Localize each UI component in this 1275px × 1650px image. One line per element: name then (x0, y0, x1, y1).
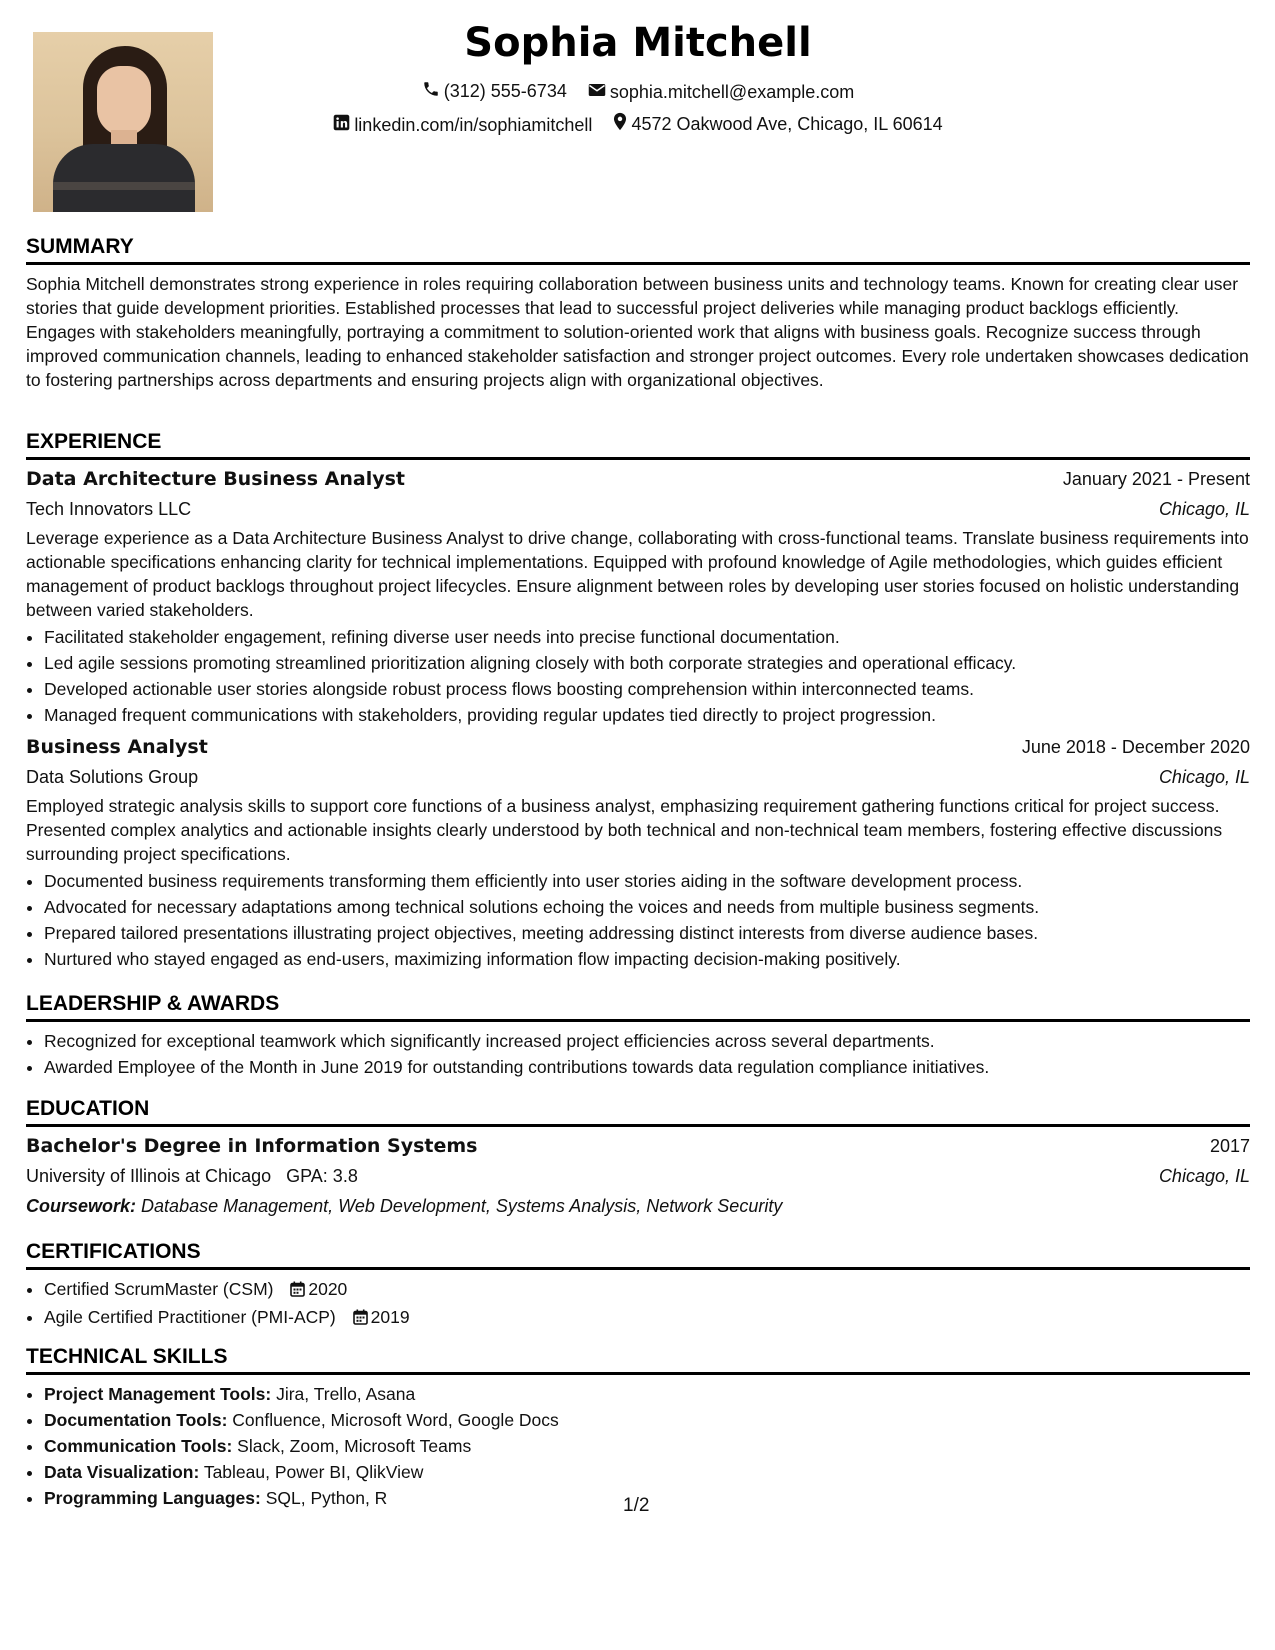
job-location: Chicago, IL (1158, 499, 1250, 519)
section-title: CERTIFICATIONS (26, 1240, 201, 1263)
skills-section (26, 1344, 1250, 1511)
skill-value: Jira, Trello, Asana (276, 1384, 416, 1404)
skills-list (26, 1381, 1250, 1511)
summary-text: Sophia Mitchell demonstrates strong experience in roles requiring collaboration between business units and technology teams. Known for creating clear user stories that guide development priorities. Established processes that lead to successful project deliveries while managing product backlogs efficiently. Engages with stakeholders meaningfully, portraying a commitment to solution-oriented work that aligns with business goals. Recognize success through improved communication channels, leading to enhanced stakeholder satisfaction and stronger project outcomes. Every role undertaken showcases dedication to fostering partnerships across departments and ensuring projects align with organizational objectives. (26, 274, 1249, 390)
summary-section (26, 234, 1250, 392)
list-item: • Awarded Employee of the Month in June 2019 for outstanding contributions towards data regulation compliance initiatives. (44, 1054, 1250, 1080)
graduation-year: 2017 (1209, 1136, 1250, 1156)
list-item: • Managed frequent communications with stakeholders, providing regular updates tied directly to project progression. (44, 702, 1250, 728)
contact-address (613, 112, 942, 136)
section-title: EXPERIENCE (26, 430, 162, 453)
coursework-list: Database Management, Web Development, Systems Analysis, Network Security (141, 1196, 783, 1216)
certifications-section (26, 1239, 1250, 1332)
candidate-name: Sophia Mitchell (464, 20, 812, 66)
job-dates: June 2018 - December 2020 (1021, 737, 1250, 757)
list-item (44, 1304, 1250, 1332)
skill-value: SQL, Python, R (265, 1488, 388, 1508)
skill-label: Communication Tools: (44, 1436, 233, 1456)
school-line (26, 1161, 358, 1191)
section-title: EDUCATION (26, 1097, 150, 1120)
education-section (26, 1096, 1250, 1221)
list-item: • Facilitated stakeholder engagement, refining diverse user needs into precise functional documentation. (44, 624, 1250, 650)
job-description: Employed strategic analysis skills to support core functions of a business analyst, emphasizing requirement gathering functions critical for project success. Presented complex analytics and actionable insights clearly understood by both technical and non-technical team members, fostering effective discussions surrounding project specifications. (26, 796, 1223, 864)
section-divider (26, 1372, 1250, 1375)
contact-linkedin (333, 114, 592, 136)
job-title: Business Analyst (26, 736, 208, 758)
phone-text[interactable]: (312) 555-6734 (443, 81, 567, 101)
skill-value: Confluence, Microsoft Word, Google Docs (232, 1410, 559, 1430)
skill-value: Tableau, Power BI, QlikView (203, 1462, 424, 1482)
certification-year: 2020 (308, 1279, 348, 1299)
list-item: • Developed actionable user stories alongside robust process flows boosting comprehension within interconnected teams. (44, 676, 1250, 702)
section-title: TECHNICAL SKILLS (26, 1345, 228, 1368)
certifications-list (26, 1276, 1250, 1332)
skill-label: Project Management Tools: (44, 1384, 272, 1404)
leadership-section (26, 991, 1250, 1080)
linkedin-link[interactable]: linkedin.com/in/sophiamitchell (354, 114, 593, 135)
skill-label: Documentation Tools: (44, 1410, 228, 1430)
section-title: LEADERSHIP & AWARDS (26, 992, 280, 1015)
list-item (44, 1276, 1250, 1304)
list-item: • Recognized for exceptional teamwork which significantly increased project efficiencies across several departments. (44, 1028, 1250, 1054)
school-name: University of Illinois at Chicago (26, 1166, 272, 1186)
job-description: Leverage experience as a Data Architecture Business Analyst to drive change, collaborating with cross-functional teams. Translate business requirements into actionable specifications enhancing clarity for technical implementations. Equipped with profound knowledge of Agile methodologies, which guides efficient management of product backlogs throughout project lifecycles. Ensure alignment between roles by developing user stories focused on holistic understanding between varied stakeholders. (26, 528, 1249, 620)
calendar-icon (290, 1278, 305, 1304)
skill-label: Programming Languages: (44, 1488, 261, 1508)
list-item: • Led agile sessions promoting streamlined prioritization aligning closely with both corporate strategies and operational efficacy. (44, 650, 1250, 676)
coursework-label: Coursework: (26, 1196, 137, 1216)
skill-value: Slack, Zoom, Microsoft Teams (237, 1436, 472, 1456)
experience-section (26, 429, 1250, 972)
phone-icon (422, 80, 440, 103)
job-entry (26, 732, 1250, 972)
contact-phone (422, 80, 567, 103)
calendar-icon (353, 1306, 368, 1332)
gpa: GPA: 3.8 (286, 1166, 358, 1186)
section-title: SUMMARY (26, 235, 134, 258)
list-item: • Nurtured who stayed engaged as end-users, maximizing information flow impacting decision-making positively. (44, 946, 1250, 972)
envelope-icon (588, 82, 606, 103)
skill-label: Data Visualization: (44, 1462, 200, 1482)
map-pin-icon (613, 112, 627, 136)
list-item: • Advocated for necessary adaptations among technical solutions echoing the voices and needs from multiple business segments. (44, 894, 1250, 920)
section-divider (26, 1019, 1250, 1022)
section-divider (26, 262, 1250, 265)
section-divider (26, 1267, 1250, 1270)
job-company: Tech Innovators LLC (26, 499, 192, 519)
contact-row-secondary (26, 112, 1250, 136)
job-location: Chicago, IL (1158, 767, 1250, 787)
school-location: Chicago, IL (1158, 1166, 1250, 1186)
linkedin-icon (333, 114, 350, 136)
list-item (44, 1433, 1250, 1459)
list-item: • Documented business requirements transforming them efficiently into user stories aiding in the software development process. (44, 868, 1250, 894)
contact-row-primary (26, 80, 1250, 103)
section-divider (26, 1124, 1250, 1127)
section-divider (26, 457, 1250, 460)
certification-year: 2019 (370, 1307, 410, 1327)
list-item (44, 1407, 1250, 1433)
list-item (44, 1381, 1250, 1407)
page-number: 1/2 (623, 1495, 650, 1516)
job-entry (26, 464, 1250, 728)
job-bullets (26, 868, 1250, 972)
email-link[interactable]: sophia.mitchell@example.com (609, 82, 855, 102)
contact-email (588, 82, 854, 103)
job-company: Data Solutions Group (26, 767, 199, 787)
job-title: Data Architecture Business Analyst (26, 468, 406, 490)
address-text: 4572 Oakwood Ave, Chicago, IL 60614 (631, 113, 943, 134)
coursework (26, 1191, 1250, 1221)
degree-title: Bachelor's Degree in Information Systems (26, 1135, 478, 1157)
job-dates: January 2021 - Present (1062, 469, 1250, 489)
resume-page (26, 0, 1250, 1650)
certification-name: Agile Certified Practitioner (PMI-ACP) (44, 1307, 336, 1327)
list-item (44, 1459, 1250, 1485)
job-bullets (26, 624, 1250, 728)
certification-name: Certified ScrumMaster (CSM) (44, 1279, 274, 1299)
awards-list (26, 1028, 1250, 1080)
list-item: • Prepared tailored presentations illustrating project objectives, meeting addressing distinct interests from diverse audience bases. (44, 920, 1250, 946)
